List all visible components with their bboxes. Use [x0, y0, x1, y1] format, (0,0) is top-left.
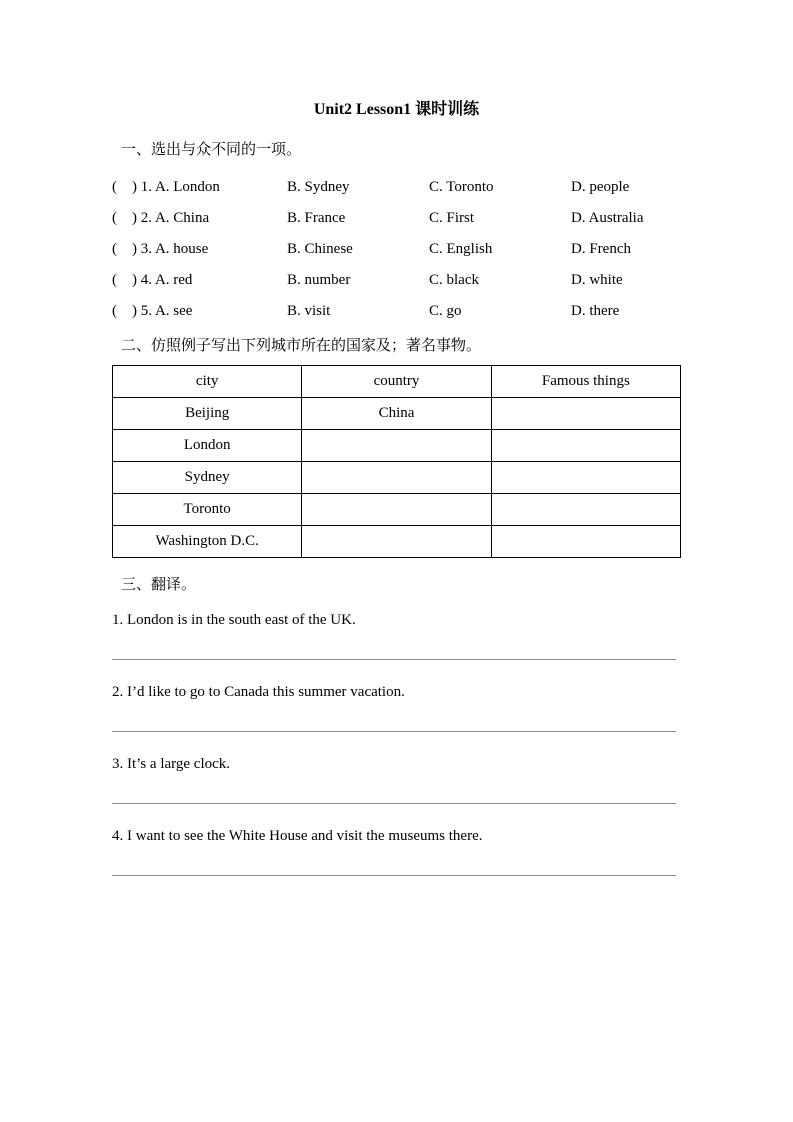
- cell-famous: [491, 430, 680, 462]
- section2-heading: 二、仿照例子写出下列城市所在的国家及；著名事物。: [121, 338, 482, 354]
- cell-city: London: [113, 430, 302, 462]
- translation-sentence-2: 2. I’d like to go to Canada this summer vacation.: [112, 684, 405, 700]
- option-2b: B. France: [287, 210, 346, 226]
- answer-line-4: [112, 875, 676, 876]
- translation-sentence-1: 1. London is in the south east of the UK.: [112, 612, 356, 628]
- option-4d: D. white: [571, 272, 623, 288]
- cell-country: [302, 494, 491, 526]
- choice-1-cell-a: [112, 172, 287, 203]
- cell-country: China: [302, 398, 491, 430]
- answer-line-2: [112, 731, 676, 732]
- city-country-table: [112, 365, 681, 558]
- table-row: [113, 430, 681, 462]
- answer-blank-3: ( ) 3.: [112, 241, 152, 257]
- table-row: [113, 526, 681, 558]
- answer-blank-1: ( ) 1.: [112, 179, 152, 195]
- option-2a: A. China: [154, 210, 210, 226]
- choice-row-1: [112, 172, 681, 203]
- cell-country: [302, 430, 491, 462]
- answer-blank-4: ( ) 4.: [112, 272, 152, 288]
- table-row: [113, 398, 681, 430]
- option-3c: C. English: [429, 241, 493, 257]
- translation-item-2: [112, 682, 681, 732]
- option-1c: C. Toronto: [429, 179, 494, 195]
- table-row: [113, 494, 681, 526]
- translation-sentence-4: 4. I want to see the White House and visit the museums there.: [112, 828, 483, 844]
- option-4b: B. number: [287, 272, 351, 288]
- cell-city: Beijing: [113, 398, 302, 430]
- answer-line-3: [112, 803, 676, 804]
- cell-famous: [491, 462, 680, 494]
- option-5b: B. visit: [287, 303, 331, 319]
- option-1a: A. London: [154, 179, 220, 195]
- option-5c: C. go: [429, 303, 462, 319]
- worksheet-content: [112, 96, 681, 876]
- choice-3-cell-a: [112, 234, 287, 265]
- answer-line-1: [112, 659, 676, 660]
- translation-sentence-3: 3. It’s a large clock.: [112, 756, 231, 772]
- choice-row-3: [112, 234, 681, 265]
- translation-item-3: [112, 754, 681, 804]
- cell-famous: [491, 526, 680, 558]
- section3-heading: 三、翻译。: [121, 577, 197, 593]
- table-header-row: [113, 366, 681, 398]
- cell-country: [302, 526, 491, 558]
- option-4c: C. black: [429, 272, 479, 288]
- option-2d: D. Australia: [571, 210, 644, 226]
- option-1b: B. Sydney: [287, 179, 350, 195]
- col-header-famous-things: Famous things: [491, 366, 680, 398]
- answer-blank-5: ( ) 5.: [112, 303, 152, 319]
- cell-city: Toronto: [113, 494, 302, 526]
- table-row: [113, 462, 681, 494]
- option-3a: A. house: [154, 241, 209, 257]
- option-3d: D. French: [571, 241, 631, 257]
- translation-item-1: [112, 610, 681, 660]
- choice-2-cell-a: [112, 203, 287, 234]
- choice-row-2: [112, 203, 681, 234]
- cell-famous: [491, 494, 680, 526]
- cell-famous: [491, 398, 680, 430]
- page-title: Unit2 Lesson1 课时训练: [313, 101, 480, 118]
- answer-blank-2: ( ) 2.: [112, 210, 152, 226]
- cell-city: Washington D.C.: [113, 526, 302, 558]
- translation-item-4: [112, 826, 681, 876]
- choice-4-cell-a: [112, 265, 287, 296]
- choice-row-5: [112, 296, 681, 327]
- col-header-city: city: [113, 366, 302, 398]
- section1-heading: 一、选出与众不同的一项。: [121, 142, 302, 158]
- option-3b: B. Chinese: [287, 241, 353, 257]
- cell-city: Sydney: [113, 462, 302, 494]
- option-4a: A. red: [154, 272, 193, 288]
- cell-country: [302, 462, 491, 494]
- option-5a: A. see: [154, 303, 193, 319]
- choice-row-4: [112, 265, 681, 296]
- option-2c: C. First: [429, 210, 475, 226]
- choice-5-cell-a: [112, 296, 287, 327]
- option-1d: D. people: [571, 179, 630, 195]
- option-5d: D. there: [571, 303, 620, 319]
- col-header-country: country: [302, 366, 491, 398]
